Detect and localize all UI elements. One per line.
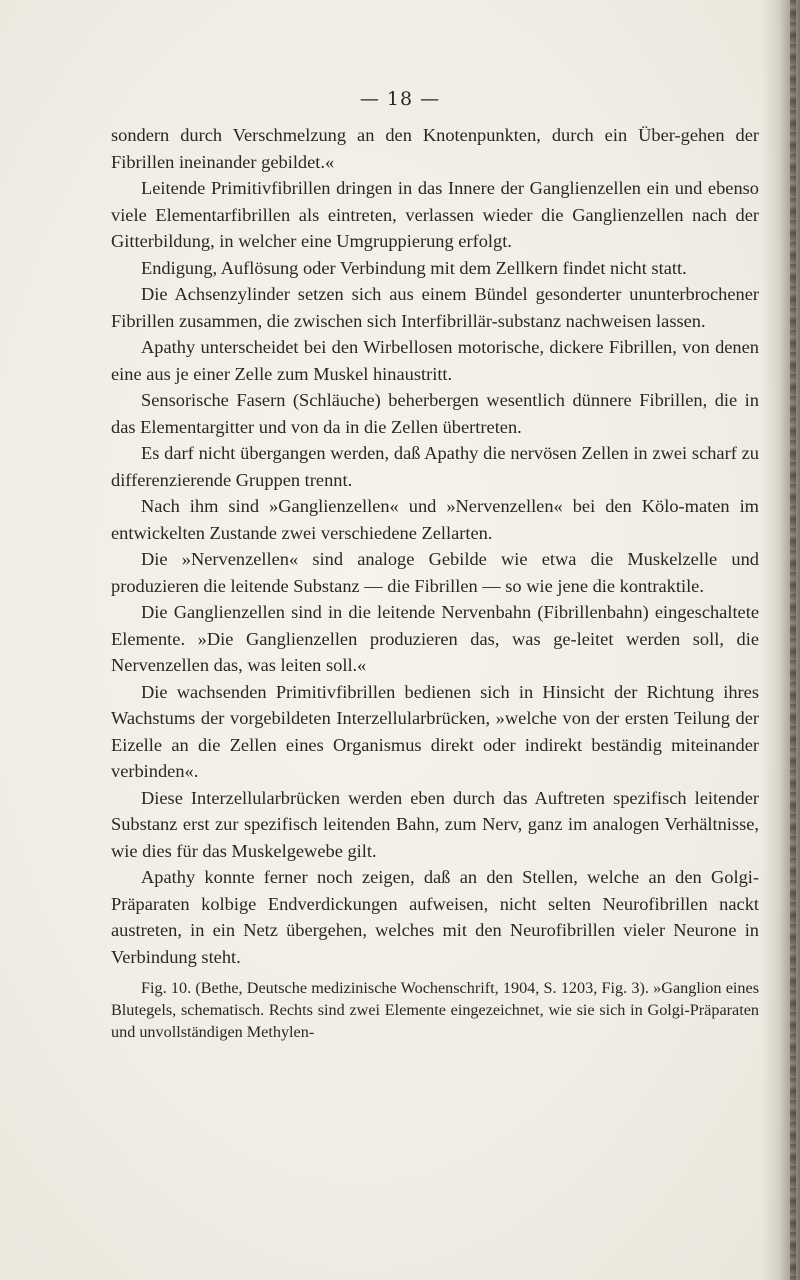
paragraph: Die Achsenzylinder setzen sich aus einem Bündel gesonderter ununterbrochener Fibrillen zusammen, die zwischen sich Interfibrillär-substanz nachweisen lassen. [111,284,759,331]
paragraph: Endigung, Auflösung oder Verbindung mit dem Zellkern findet nicht statt. [141,257,687,278]
paragraph: Die wachsenden Primitivfibrillen bedienen sich in Hinsicht der Richtung ihres Wachstums der vorgebildeten Interzellularbrücken, »welche von der ersten Teilung der Eizelle an die Zellen eines Organismus direkt oder indirekt beständig miteinander verbinden«. [111,681,759,781]
book-spine-edge [790,0,796,1280]
paragraph: Es darf nicht übergangen werden, daß Apathy die nervösen Zellen in zwei scharf zu differenzierende Gruppen trennt. [111,443,759,490]
paragraph: Leitende Primitivfibrillen dringen in das Innere der Ganglienzellen ein und ebenso viele Elementarfibrillen als eintreten, verlassen wieder die Ganglienzellen nach der Gitterbildung, in welcher eine Umgruppierung erfolgt. [111,178,759,251]
footnote-text: Fig. 10. (Bethe, Deutsche medizinische Wochenschrift, 1904, S. 1203, Fig. 3). »Ganglion eines Blutegels, schematisch. Rechts sind zwei Elemente eingezeichnet, wie sie sich in Golgi-Präparaten und unvollständigen Methylen- [111,979,759,1041]
paragraph: Die »Nervenzellen« sind analoge Gebilde wie etwa die Muskelzelle und produzieren die leitende Substanz — die Fibrillen — so wie jene die kontraktile. [111,549,759,596]
paragraph: Die Ganglienzellen sind in die leitende Nervenbahn (Fibrillenbahn) eingeschaltete Elemente. »Die Ganglienzellen produzieren das, was ge-leitet werden soll, die Nervenzellen das, was leiten soll.« [111,602,759,675]
figure-footnote [111,977,759,1043]
paragraph: Diese Interzellularbrücken werden eben durch das Auftreten spezifisch leitender Substanz erst zur spezifisch leitenden Bahn, zum Nerv, ganz im analogen Verhältnisse, wie dies für das Muskelgewebe gilt. [111,787,759,861]
page-number: — 18 — [359,88,441,110]
body-text [111,122,759,970]
paragraph: Sensorische Fasern (Schläuche) beherbergen wesentlich dünnere Fibrillen, die in das Elementargitter und von da in die Zellen übertreten. [111,390,759,437]
paragraph: Apathy konnte ferner noch zeigen, daß an den Stellen, welche an den Golgi-Präparaten kolbige Endverdickungen aufweisen, nicht selten Neurofibrillen nackt austreten, in ein Netz übergehen, welches mit den Neurofibrillen vieler Neurone in Verbindung steht. [111,867,759,967]
paragraph: sondern durch Verschmelzung an den Knotenpunkten, durch ein Über-gehen der Fibrillen ineinander gebildet.« [111,125,759,172]
paragraph: Apathy unterscheidet bei den Wirbellosen motorische, dickere Fibrillen, von denen eine aus je einer Zelle zum Muskel hinaustritt. [111,337,759,384]
paragraph: Nach ihm sind »Ganglienzellen« und »Nervenzellen« bei den Kölo-maten im entwickelten Zustande zwei verschiedene Zellarten. [111,496,759,543]
